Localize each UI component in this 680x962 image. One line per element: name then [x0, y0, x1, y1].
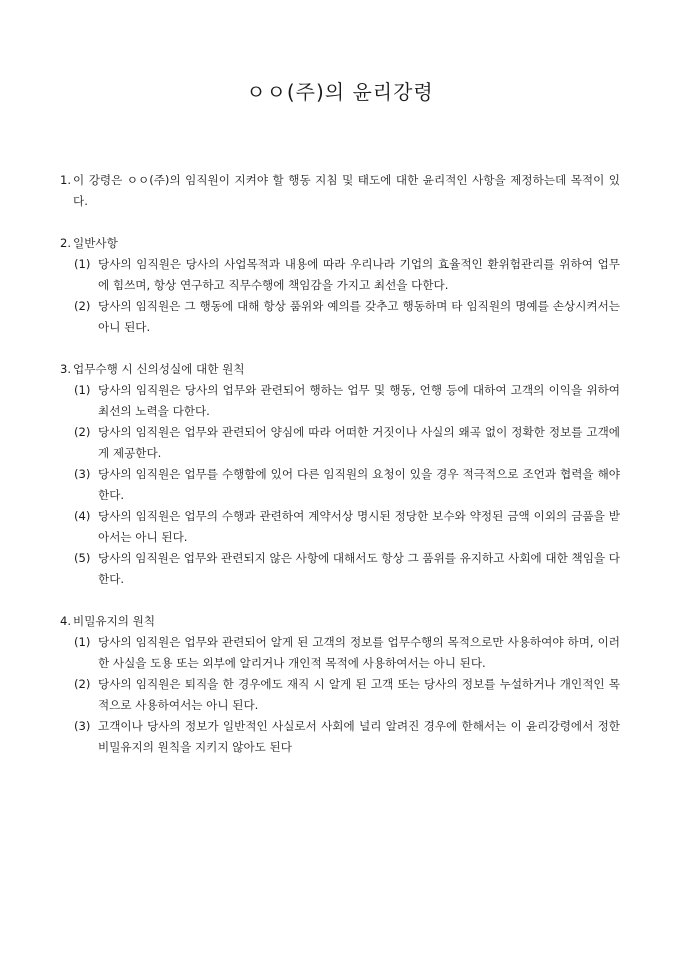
section-number: 1. — [60, 173, 72, 187]
list-item — [60, 380, 620, 422]
section-4 — [60, 611, 620, 758]
document-title: ㅇㅇ(주)의 윤리강령 — [246, 80, 434, 104]
section-1 — [60, 170, 620, 212]
item-text: 고객이나 당사의 정보가 일반적인 사실로서 사회에 널리 알려진 경우에 한해서는 이 윤리강령에서 정한 비밀유지의 원칙을 지키지 않아도 된다 — [98, 719, 620, 754]
section-heading — [60, 359, 620, 380]
item-text: 당사의 임직원은 당사의 사업목적과 내용에 따라 우리나라 기업의 효율적인 환위험관리를 위하여 업무에 힘쓰며, 항상 연구하고 직무수행에 책임감을 가지고 최선을 다한다. — [98, 257, 620, 292]
section-number: 3. — [60, 362, 72, 376]
list-item — [60, 296, 620, 338]
section-number: 2. — [60, 236, 72, 250]
document-body — [60, 170, 620, 779]
section-text: 일반사항 — [73, 236, 118, 250]
section-heading — [60, 170, 620, 212]
section-number: 4. — [60, 614, 72, 628]
item-number: (2) — [74, 299, 91, 313]
item-text: 당사의 임직원은 업무의 수행과 관련하여 계약서상 명시된 정당한 보수와 약정된 금액 이외의 금품을 받아서는 아니 된다. — [98, 509, 620, 544]
item-number: (2) — [74, 677, 91, 691]
list-item — [60, 548, 620, 590]
item-text: 당사의 임직원은 업무와 관련되어 알게 된 고객의 정보를 업무수행의 목적으로만 사용하여야 하며, 이러한 사실을 도용 또는 외부에 알리거나 개인적 목적에 사용하여서는 아니 된다. — [98, 635, 620, 670]
section-2 — [60, 233, 620, 338]
list-item — [60, 632, 620, 674]
item-number: (1) — [74, 383, 91, 397]
section-text: 이 강령은 ㅇㅇ(주)의 임직원이 지켜야 할 행동 지침 및 태도에 대한 윤리적인 사항을 제정하는데 목적이 있다. — [73, 173, 620, 208]
list-item — [60, 422, 620, 464]
item-text: 당사의 임직원은 업무와 관련되어 양심에 따라 어떠한 거짓이나 사실의 왜곡 없이 정확한 정보를 고객에게 제공한다. — [98, 425, 620, 460]
item-text: 당사의 임직원은 퇴직을 한 경우에도 재직 시 알게 된 고객 또는 당사의 정보를 누설하거나 개인적인 목적으로 사용하여서는 아니 된다. — [98, 677, 620, 712]
item-number: (1) — [74, 635, 91, 649]
item-number: (2) — [74, 425, 91, 439]
item-text: 당사의 임직원은 그 행동에 대해 항상 품위와 예의를 갖추고 행동하며 타 임직원의 명예를 손상시켜서는 아니 된다. — [98, 299, 620, 334]
item-number: (5) — [74, 551, 91, 565]
list-item — [60, 716, 620, 758]
section-text: 업무수행 시 신의성실에 대한 원칙 — [73, 362, 245, 376]
section-text: 비밀유지의 원칙 — [73, 614, 156, 628]
section-heading — [60, 233, 620, 254]
item-text: 당사의 임직원은 당사의 업무와 관련되어 행하는 업무 및 행동, 언행 등에 대하여 고객의 이익을 위하여 최선의 노력을 다한다. — [98, 383, 620, 418]
list-item — [60, 464, 620, 506]
item-number: (1) — [74, 257, 91, 271]
item-text: 당사의 임직원은 업무를 수행함에 있어 다른 임직원의 요청이 있을 경우 적극적으로 조언과 협력을 해야 한다. — [98, 467, 620, 502]
item-number: (4) — [74, 509, 91, 523]
list-item — [60, 674, 620, 716]
item-number: (3) — [74, 719, 91, 733]
item-text: 당사의 임직원은 업무와 관련되지 않은 사항에 대해서도 항상 그 품위를 유지하고 사회에 대한 책임을 다한다. — [98, 551, 620, 586]
item-number: (3) — [74, 467, 91, 481]
section-heading — [60, 611, 620, 632]
list-item — [60, 506, 620, 548]
section-3 — [60, 359, 620, 590]
list-item — [60, 254, 620, 296]
